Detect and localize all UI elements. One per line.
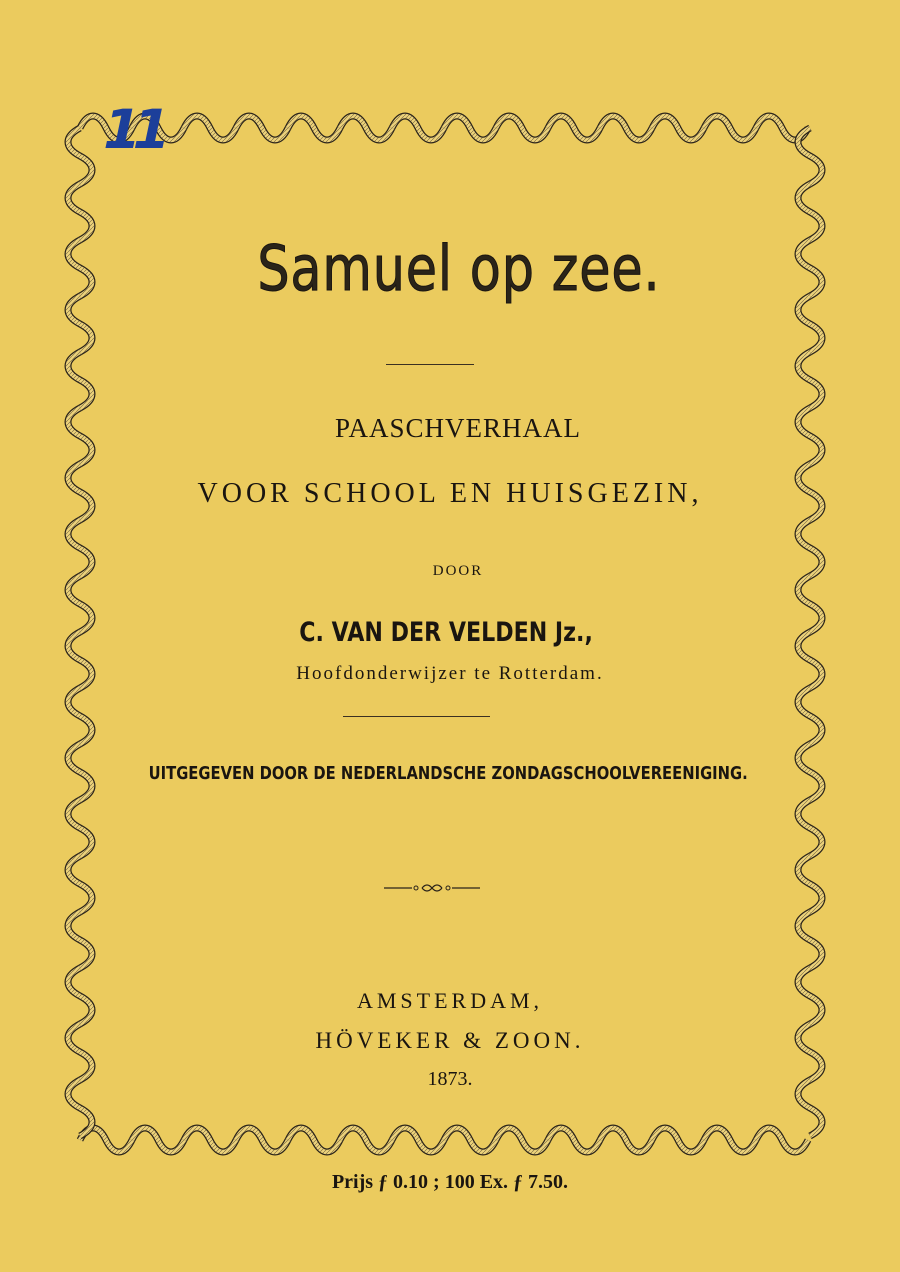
imprint-city: AMSTERDAM, xyxy=(356,988,544,1013)
library-stamp: 11 xyxy=(96,98,169,161)
flourish-ornament xyxy=(382,880,482,896)
book-title: Samuel op zee. xyxy=(257,232,661,305)
byline-door: DOOR xyxy=(432,563,484,579)
title-divider xyxy=(386,364,474,365)
author-name: C. VAN DER VELDEN Jz., xyxy=(299,617,593,648)
author-divider xyxy=(343,716,490,717)
imprint-publisher: HÖVEKER & ZOON. xyxy=(315,1028,585,1053)
subtitle-line-2: VOOR SCHOOL EN HUISGEZIN, xyxy=(197,478,703,509)
subtitle-line-1: PAASCHVERHAAL xyxy=(334,413,582,443)
publisher-note: UITGEGEVEN DOOR DE NEDERLANDSCHE ZONDAGSCHOOLVEREENIGING. xyxy=(148,763,748,784)
author-role: Hoofdonderwijzer te Rotterdam. xyxy=(296,663,604,684)
price-line: Prijs ƒ 0.10 ; 100 Ex. ƒ 7.50. xyxy=(331,1171,569,1193)
imprint-year: 1873. xyxy=(427,1068,473,1090)
